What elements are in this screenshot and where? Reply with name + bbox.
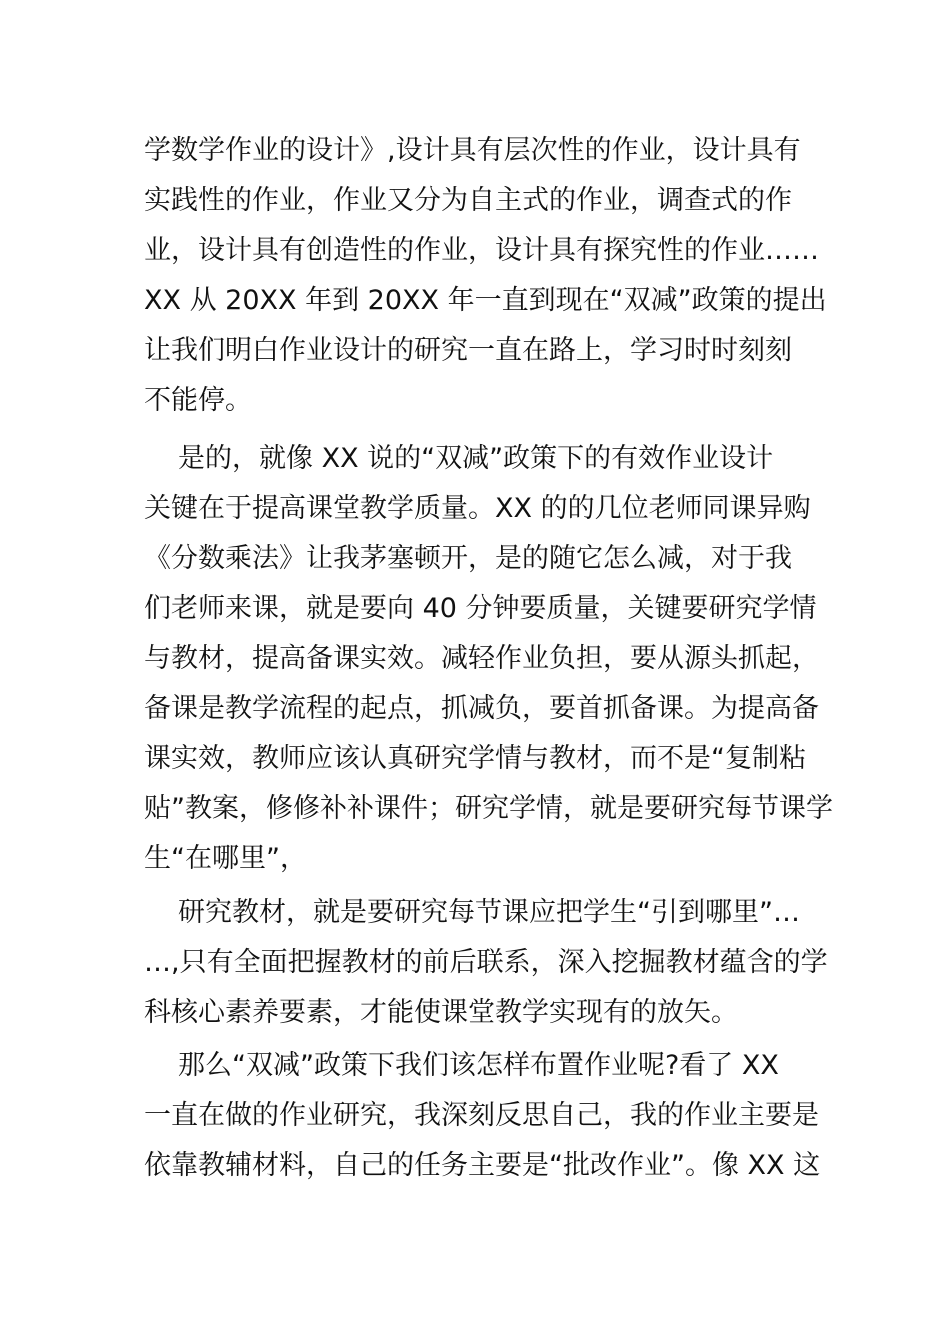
paragraph-line: 业，设计具有创造性的作业，设计具有探究性的作业……: [144, 235, 819, 266]
paragraph-2: [144, 434, 833, 884]
paragraph-line: 学数学作业的设计》,设计具有层次性的作业，设计具有: [144, 135, 801, 166]
paragraph-line: 课实效，教师应该认真研究学情与教材，而不是“复制粘: [144, 743, 806, 774]
paragraph-line: 不能停。: [144, 385, 252, 416]
paragraph-line: 生“在哪里”，: [144, 843, 307, 874]
paragraph-3: [144, 888, 828, 1038]
paragraph-line: 一直在做的作业研究，我深刻反思自己，我的作业主要是: [144, 1100, 819, 1131]
paragraph-line: 备课是教学流程的起点，抓减负，要首抓备课。为提高备: [144, 693, 819, 724]
paragraph-1: [144, 126, 827, 426]
paragraph-line: 与教材，提高备课实效。减轻作业负担，要从源头抓起，: [144, 643, 819, 674]
paragraph-line: 关键在于提高课堂教学质量。XX 的的几位老师同课异购: [144, 493, 811, 524]
paragraph-line: 依靠教辅材料，自己的任务主要是“批改作业”。像 XX 这: [144, 1150, 821, 1181]
paragraph-line: 是的，就像 XX 说的“双减”政策下的有效作业设计: [178, 443, 774, 474]
paragraph-line: 让我们明白作业设计的研究一直在路上，学习时时刻刻: [144, 335, 792, 366]
paragraph-line: 《分数乘法》让我茅塞顿开，是的随它怎么减，对于我: [144, 543, 792, 574]
paragraph-line: 们老师来课，就是要向 40 分钟要质量，关键要研究学情: [144, 593, 817, 624]
paragraph-line: 贴”教案，修修补补课件；研究学情，就是要研究每节课学: [144, 793, 833, 824]
paragraph-line: 研究教材，就是要研究每节课应把学生“引到哪里”…: [178, 897, 800, 928]
paragraph-line: XX 从 20XX 年到 20XX 年一直到现在“双减”政策的提出: [144, 285, 827, 316]
paragraph-4: [144, 1041, 821, 1191]
paragraph-line: …,只有全面把握教材的前后联系，深入挖掘教材蕴含的学: [144, 947, 828, 978]
paragraph-line: 实践性的作业，作业又分为自主式的作业，调查式的作: [144, 185, 792, 216]
paragraph-line: 那么“双减”政策下我们该怎样布置作业呢?看了 XX: [178, 1050, 779, 1081]
paragraph-line: 科核心素养要素，才能使课堂教学实现有的放矢。: [144, 997, 738, 1028]
